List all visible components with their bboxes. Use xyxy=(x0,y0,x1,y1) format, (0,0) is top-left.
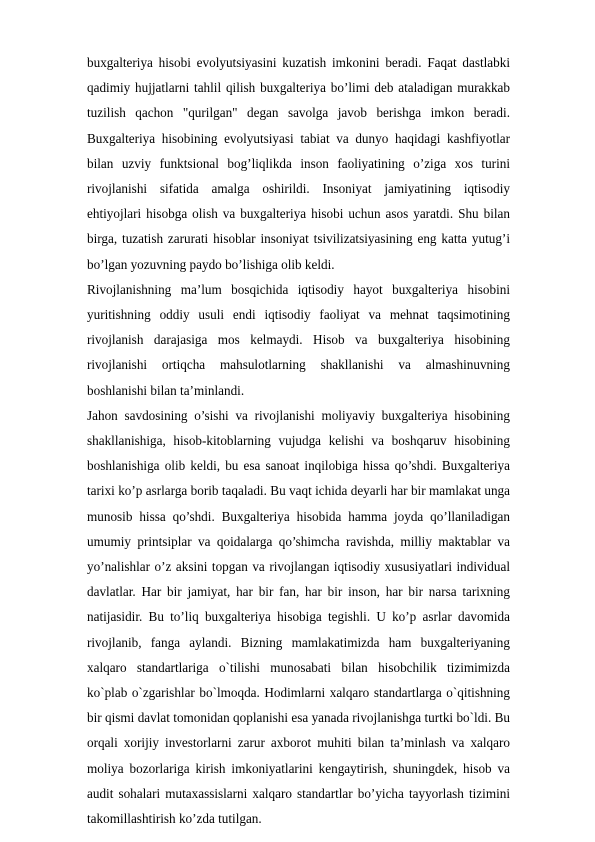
paragraph-evolution: buxgalteriya hisobi evolyutsiyasini kuzatish imkonini beradi. Faqat dastlabki qadimiy hujjatlarni tahlil qilish buxgalteriya bo’limi deb ataladigan murakkab tuzilish qachon "qurilgan" degan savolga javob berishga imkon beradi. Buxgalteriya hisobining evolyutsiyasi tabiat va dunyo haqidagi kashfiyotlar bilan uzviy funktsional bog’liqlikda inson faoliyatining o’ziga xos turini rivojlanishi sifatida amalga oshirildi. Insoniyat jamiyatining iqtisodiy ehtiyojlari hisobga olish va buxgalteriya hisobi uchun asos yaratdi. Shu bilan birga, tuzatish zarurati hisoblar insoniyat tsivilizatsiyasining eng katta yutug’i bo’lgan yozuvning paydo bo’lishiga olib keldi. xyxy=(87,55,510,272)
document-page xyxy=(87,50,510,831)
paragraph-world-trade: Jahon savdosining o’sishi va rivojlanishi moliyaviy buxgalteriya hisobining shakllanishiga, hisob-kitoblarning vujudga kelishi va boshqaruv hisobining boshlanishiga olib keldi, bu esa sanoat inqilobiga hissa qo’shdi. Buxgalteriya tarixi ko’p asrlarga borib taqaladi. Bu vaqt ichida deyarli har bir mamlakat unga munosib hissa qo’shdi. Buxgalteriya hisobida hamma joyda qo’llaniladigan umumiy printsiplar va qoidalarga qo’shimcha ravishda, milliy maktablar va yo’nalishlar o’z aksini topgan va rivojlangan iqtisodiy xususiyatlari individual davlatlar. Har bir jamiyat, har bir fan, har bir inson, har bir narsa tarixning natijasidir. Bu to’liq buxgalteriya hisobiga tegishli. U ko’p asrlar davomida rivojlanib, fanga aylandi. Bizning mamlakatimizda ham buxgalteriyaning xalqaro standartlariga o`tilishi munosabati bilan hisobchilik tizimimizda ko`plab o`zgarishlar bo`lmoqda. Hodimlarni xalqaro standartlarga o`qitishning bir qismi davlat tomonidan qoplanishi esa yanada rivojlanishga turtki bo`ldi. Bu orqali xorijiy investorlarni zarur axborot muhiti bilan ta’minlash va xalqaro moliya bozorlariga kirish imkoniyatlarini kengaytirish, shuningdek, hisob va audit sohalari mutaxassislarni xalqaro standartlar bo’yicha tayyorlash tizimini takomillashtirish ko’zda tutilgan. xyxy=(87,407,510,827)
paragraph-development-stage: Rivojlanishning ma’lum bosqichida iqtisodiy hayot buxgalteriya hisobini yuritishning oddiy usuli endi iqtisodiy faoliyat va mehnat taqsimotining rivojlanish darajasiga mos kelmaydi. Hisob va buxgalteriya hisobining rivojlanishi ortiqcha mahsulotlarning shakllanishi va almashinuvning boshlanishi bilan ta’minlandi. xyxy=(87,281,510,398)
